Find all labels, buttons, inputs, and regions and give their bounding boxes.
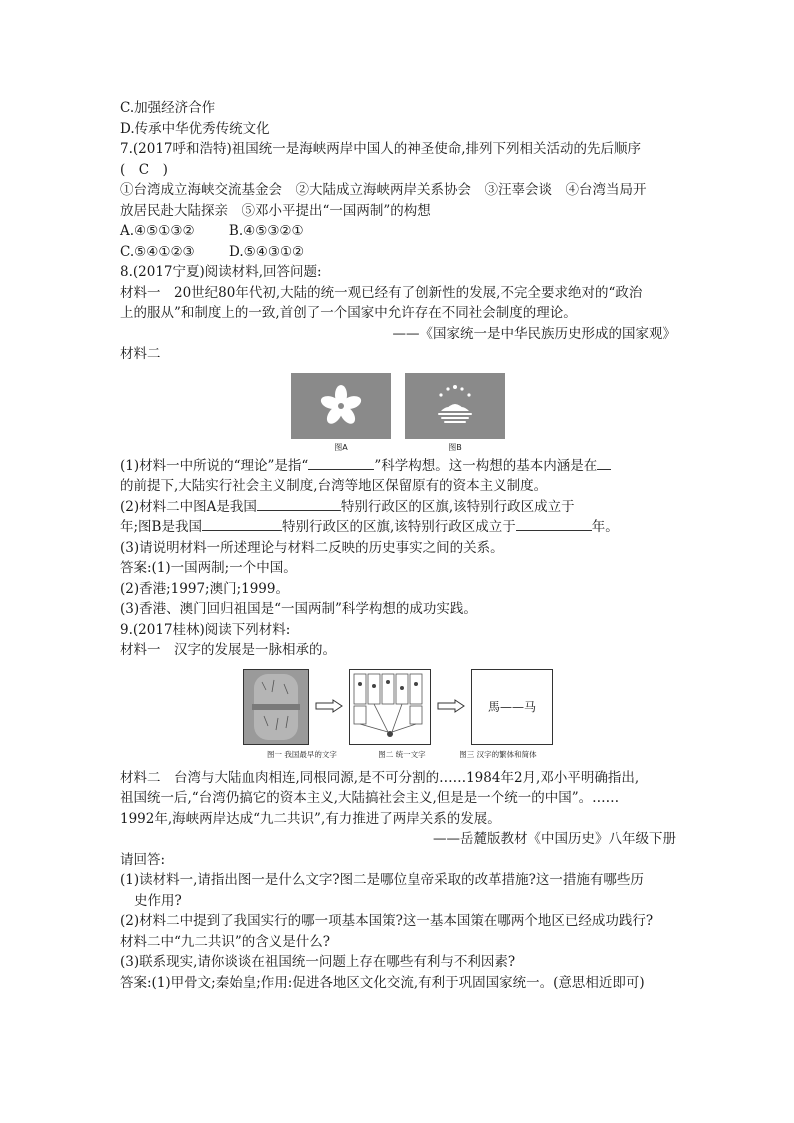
q9-sub-2-line-1: (2)材料二中提到了我国实行的哪一项基本国策?这一基本国策在哪两个地区已经成功践行? xyxy=(120,913,654,929)
figure-a-caption: 图A xyxy=(334,442,348,452)
hong-kong-flag-image xyxy=(291,373,391,439)
material-1-line-2: 上的服从”和制度上的一致,首创了一个国家中允许存在不同社会制度的理论。 xyxy=(120,305,577,321)
document-page xyxy=(120,98,676,993)
flag-figures xyxy=(120,373,676,453)
arrow-icon xyxy=(315,699,343,713)
figure-2-caption: 图二 统一文字 xyxy=(378,749,426,759)
answer-2: (2)香港;1997;澳门;1999。 xyxy=(120,580,289,597)
sub-question-2-line-1: (2)材料二中图A是我国 特别行政区的区旗,该特别行政区成立于 xyxy=(120,498,575,515)
option-b: B.④⑤③②① xyxy=(228,223,304,239)
q9-material-2-line-2: 祖国统一后,“台湾仍搞它的资本主义,大陆搞社会主义,但是是一个统一的中国”。…… xyxy=(120,790,620,806)
answer-3: (3)香港、澳门回归祖国是“一国两制”科学构想的成功实践。 xyxy=(120,601,477,617)
question-7-items-2: 放居民赴大陆探亲 ⑤邓小平提出“一国两制”的构想 xyxy=(120,202,431,219)
q9-material-2-line-1: 材料二 台湾与大陆血肉相连,同根同源,是不可分割的……1984年2月,邓小平明确指出, xyxy=(120,769,640,786)
answer-blank[interactable] xyxy=(202,517,282,531)
figure-1-caption: 图一 我国最早的文字 xyxy=(267,749,337,759)
option-c2: C.⑤④①②③ xyxy=(120,243,195,260)
answer-1: 答案:(1)一国两制;一个中国。 xyxy=(120,560,297,576)
sub-question-1-line-2: 的前提下,大陆实行社会主义制度,台湾等地区保留原有的资本主义制度。 xyxy=(120,478,548,494)
figure-b-caption: 图B xyxy=(448,442,462,452)
answer-blank[interactable] xyxy=(308,456,374,470)
sub-question-1-line-1: (1)材料一中所说的“理论”是指“ ”科学构想。这一构想的基本内涵是在 xyxy=(120,456,676,477)
arrow-icon xyxy=(437,699,465,713)
figure-3-caption: 图三 汉字的繁体和简体 xyxy=(459,749,537,759)
q9-material-2-line-3: 1992年,海峡两岸达成“九二共识”,有力推进了两岸关系的发展。 xyxy=(120,810,501,827)
answer-blank[interactable] xyxy=(516,517,592,531)
sub-question-3: (3)请说明材料一所述理论与材料二反映的历史事实之间的关系。 xyxy=(120,539,504,556)
q9-sub-1-line-1: (1)读材料一,请指出图一是什么文字?图二是哪位皇帝采取的改革措施?这一措施有哪些历 xyxy=(120,872,644,888)
figure-a xyxy=(291,373,391,453)
question-9: 9.(2017桂林)阅读下列材料: xyxy=(120,621,291,638)
q9-answer: 答案:(1)甲骨文;秦始皇;作用:促进各地区文化交流,有利于巩固国家统一。(意思相近即可) xyxy=(120,974,645,991)
q9-sub-2-line-2: 材料二中“九二共识”的含义是什么? xyxy=(120,933,331,950)
q9-sub-3: (3)联系现实,请你谈谈在祖国统一问题上存在哪些有利与不利因素? xyxy=(120,954,516,970)
option-a: A.④⑤①③② xyxy=(120,223,195,239)
material-1-source: ——《国家统一是中华民族历史形成的国家观》 xyxy=(392,325,676,342)
figure-b xyxy=(405,373,505,453)
q9-sub-1-line-2: 史作用? xyxy=(134,892,182,909)
question-8: 8.(2017宁夏)阅读材料,回答问题: xyxy=(120,264,322,280)
q9-source: ——岳麓版教材《中国历史》八年级下册 xyxy=(433,831,676,847)
question-7-options-ab xyxy=(120,221,676,242)
traditional-simplified-text: 馬——马 xyxy=(487,700,536,714)
macau-flag-image xyxy=(405,373,505,439)
question-7-items-1: ①台湾成立海峡交流基金会 ②大陆成立海峡两岸关系协会 ③汪辜会谈 ④台湾当局开 xyxy=(120,182,647,198)
question-7: 7.(2017呼和浩特)祖国统一是海峡两岸中国人的神圣使命,排列下列相关活动的先后顺序 xyxy=(120,141,642,157)
character-figures xyxy=(120,669,676,760)
unified-script-image xyxy=(349,669,431,745)
option-c: C.加强经济合作 xyxy=(120,100,216,116)
material-1-line-1: 材料一 20世纪80年代初,大陆的统一观已经有了创新性的发展,不完全要求绝对的“政治 xyxy=(120,284,643,301)
material-2-label: 材料二 xyxy=(120,346,161,362)
sub-question-2-line-2: 年;图B是我国 特别行政区的区旗,该特别行政区成立于 年。 xyxy=(120,519,619,535)
question-7-options-cd xyxy=(120,242,676,263)
question-7-answer: ( C ) xyxy=(120,161,168,178)
option-d2: D.⑤④③①② xyxy=(229,243,305,260)
q9-material-1: 材料一 汉字的发展是一脉相承的。 xyxy=(120,642,336,658)
option-d: D.传承中华优秀传统文化 xyxy=(120,120,270,137)
oracle-bone-image xyxy=(243,669,309,745)
traditional-simplified-image xyxy=(471,669,553,745)
please-answer: 请回答: xyxy=(120,851,166,868)
answer-blank[interactable] xyxy=(257,497,341,511)
answer-blank[interactable] xyxy=(597,456,611,470)
